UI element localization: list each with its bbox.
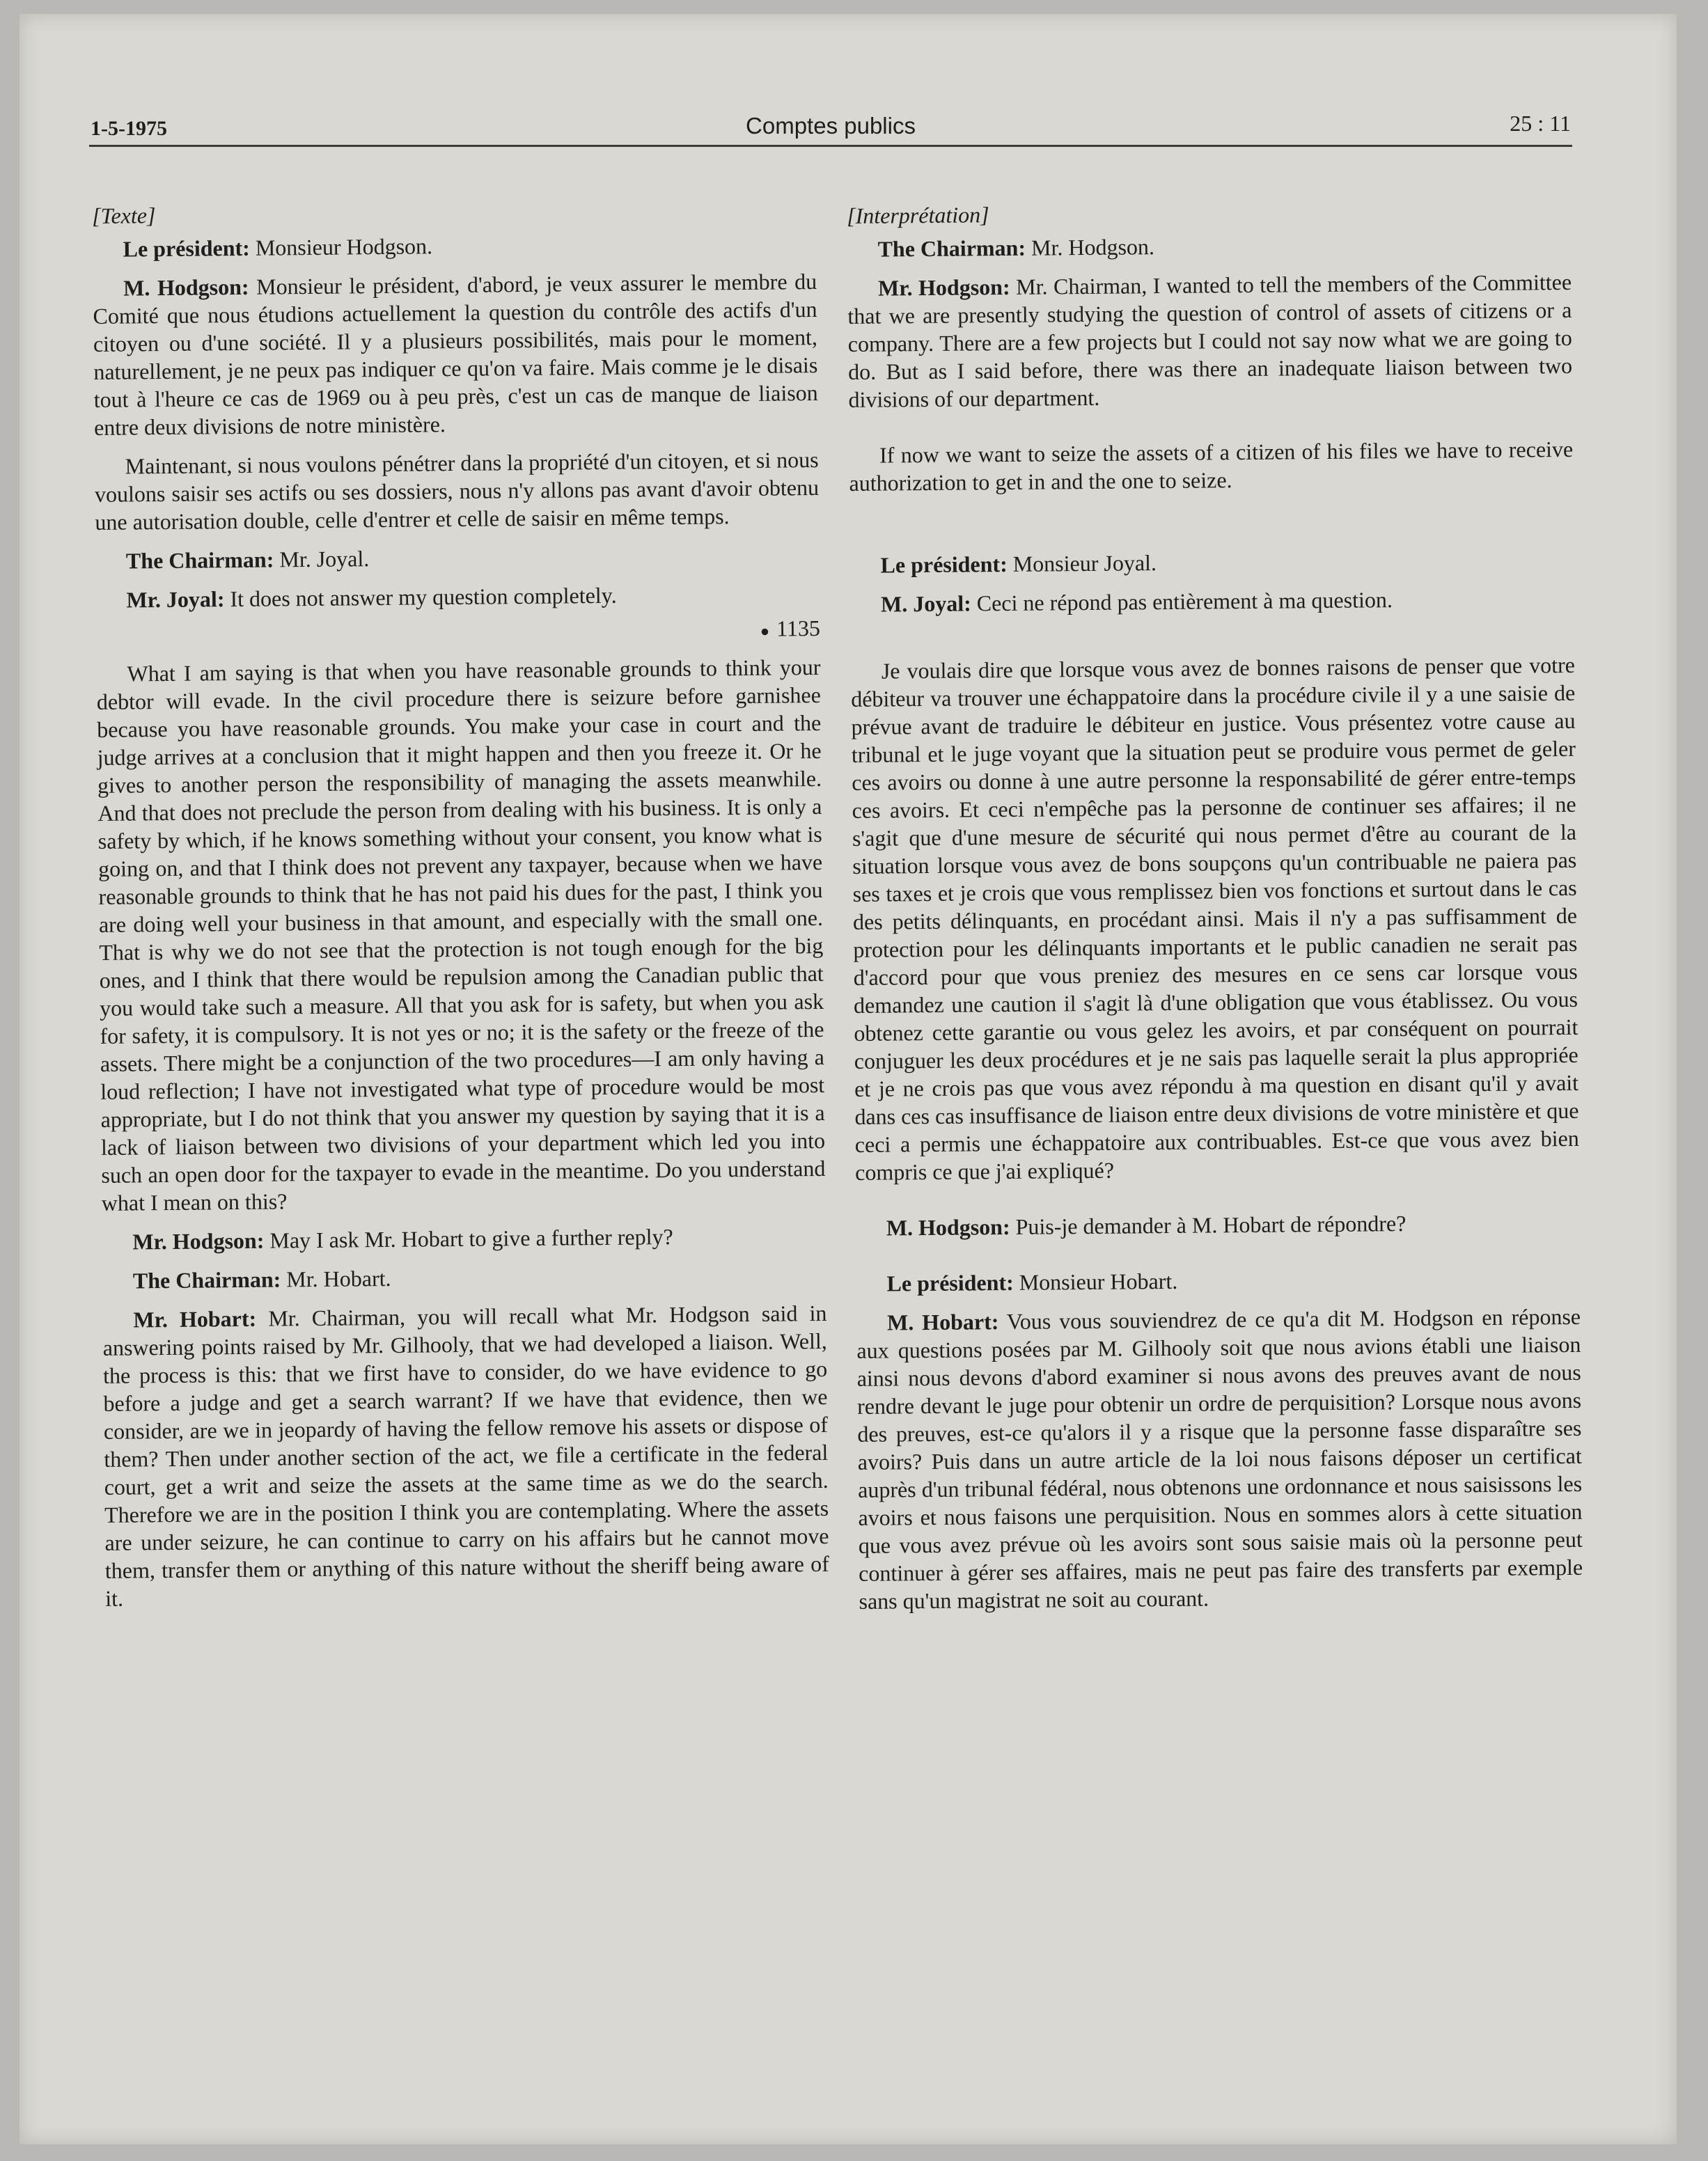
speaker-label: Mr. Hobart:: [133, 1305, 257, 1333]
para-text: Puis-je demander à M. Hobart de répondre?: [1010, 1211, 1407, 1240]
left-para-2: [93, 267, 818, 441]
para-text: Ceci ne répond pas entièrement à ma question.: [971, 587, 1393, 616]
para-text: If now we want to seize the assets of a citizen of his files we have to receive authorization to get in and the one to seize.: [849, 436, 1574, 496]
speaker-label: M. Hodgson:: [886, 1214, 1010, 1241]
para-text: Maintenant, si nous voulons pénétrer dans la propriété d'un citoyen, et si nous voulons saisir ses actifs ou ses dossiers, nous n'y allons pas avant d'avoir obtenu une autorisation double, celle d'entrer et celle de saisir en même temps.: [94, 447, 820, 535]
left-para-6: [96, 653, 826, 1217]
right-para-1: [847, 229, 1571, 263]
speaker-label: M. Joyal:: [880, 590, 971, 617]
para-text: What I am saying is that when you have reasonable grounds to think your debtor will evade. In the civil procedure there is seizure before garnishee because you have reasonable grounds. You make your case in court and the judge arrives at a conclusion that it might happen and then you freeze it. Or he gives to another person the responsibility of managing the assets meanwhile. And that does not preclude the person from dealing with his business. It is only a safety by which, if he knows something without your consent, you know what is going on, and that I think does not prevent any taxpayer, because when we have reasonable grounds to think that he has not paid his dues for the past, I think you are doing well your business in that amount, and especially with the small one. That is why we do not see that the protection is not tough enough for the big ones, and I think that there would be repulsion among the Canadian public that you would take such a measure. All that you ask for is safety, but when you ask for safety, it is compulsory. It is not yes or no; it is the safety or the freeze of the assets. There might be a conjunction of the two procedures—I am only having a loud reflection; I have not investigated what type of procedure would be most appropriate, but I do not think that you answer my question by saying that it is a lack of liaison between two divisions of your department which led you into such an open door for the taxpayer to evade in the meantime. Do you understand what I mean on this?: [96, 654, 826, 1216]
para-text: Mr. Hodgson.: [1025, 234, 1155, 260]
right-para-2: [847, 268, 1573, 414]
right-para-3: [849, 435, 1574, 497]
para-text: It does not answer my question completely.: [224, 582, 617, 612]
left-para-1: [92, 228, 816, 263]
time-marker-value: 1135: [776, 615, 821, 641]
document-page: [19, 14, 1677, 2144]
speaker-label: Mr. Joyal:: [126, 586, 225, 613]
right-para-7: [856, 1208, 1580, 1242]
para-text: Mr. Joyal.: [274, 546, 370, 572]
right-para-9: [856, 1303, 1583, 1615]
speaker-label: M. Hodgson:: [123, 274, 249, 301]
section-marker-interpretation: [Interprétation]: [847, 202, 989, 228]
page-header: [89, 96, 1572, 147]
para-text: Je voulais dire que lorsque vous avez de bonnes raisons de penser que votre débiteur va trouver une échappatoire dans la procédure civile il y a une saisie de prévue avant de traduire le débiteur en justice. Vous présentez votre cause au tribunal et le juge voyant que la situation peut se produire vous permet de geler ces avoirs ou donne à une autre personne la responsabilité de gérer entre-temps ces avoirs. Et ceci n'empêche pas la personne de continuer ses affaires; il ne s'agit que d'une mesure de sécurité qui nous permet d'être au courant de la situation lorsque vous avez de bons soupçons qu'un contribuable ne paiera pas ses taxes et je crois que vous remplissez bien vos fonctions et surtout dans le cas des petits délinquants, en procédant ainsi. Mais il n'y a pas suffisamment de protection pour les délinquants importants et le public canadien ne serait pas d'accord pour que vous preniez des mesures en ce sens car lorsque vous demandez une caution il s'agit là d'une obligation que vous établissez. Ou vous obtenez cette garantie ou vous gelez les avoirs, et par conséquent on pourrait conjuguer les deux procédures et je ne sais pas laquelle serait la plus appropriée et je ne crois pas que vous avez répondu à ma question en disant qu'il y avait dans ces cas insuffisance de liaison entre deux divisions de votre ministère et que ceci a permis une échappatoire aux contribuables. Est-ce que vous avez bien compris ce que j'ai expliqué?: [851, 652, 1579, 1185]
speaker-label: The Chairman:: [132, 1266, 281, 1294]
speaker-label: M. Hobart:: [886, 1309, 999, 1335]
para-text: Monsieur Hobart.: [1013, 1268, 1178, 1295]
para-text: Mr. Chairman, I wanted to tell the members of the Committee that we are presently studying the question of control of assets of citizens or a company. There are a few projects but I could not say now what we are going to do. But as I said before, there was there an inadequate liaison between two divisions of our department.: [847, 269, 1573, 412]
para-text: Monsieur Hodgson.: [249, 233, 433, 260]
para-text: May I ask Mr. Hobart to give a further reply?: [264, 1223, 673, 1253]
left-para-8: [102, 1260, 826, 1295]
left-para-4: [95, 540, 820, 575]
para-text: Mr. Chairman, you will recall what Mr. Hodgson said in answering points raised by Mr. Gilhooly, that we had developed a liaison. Well, the process is this: that we first have to consider, do we have evidence to go before a judge and get a search warrant? If we have that evidence, then we consider, are we in jeopardy of having the fellow remove his assets or dispose of them? Then under another section of the act, we file a certificate in the federal court, get a writ and seize the assets at the same time as we do the search. Therefore we are in the position I think you are contemplating. Where the assets are under seizure, he can continue to carry on his affairs but he cannot move them, transfer them or anything of this nature without the sheriff being aware of it.: [102, 1300, 829, 1611]
speaker-label: Mr. Hodgson:: [132, 1227, 265, 1255]
para-text: Vous vous souviendrez de ce qu'a dit M. Hodgson en réponse aux questions posées par M. Gilhooly soit que nous avions établi une liaison ainsi nous devons d'abord examiner si nous avons des preuves avant de nous rendre devant le juge pour obtenir un ordre de perquisition? Lorsque nous avons des preuves, est-ce qu'alors il y a risque que la personne fasse disparaître ses avoirs? Puis dans un autre article de la loi nous faisons déposer un certificat auprès d'un tribunal fédéral, nous obtenons une ordonnance et nous saisissons les avoirs et nous faisons une perquisition. Nous en sommes alors à cette situation que vous avez prévue où les avoirs sont sous saisie mais où la personne peut continuer à gérer ses affaires, mais ne peut pas faire des transferts par exemple sans qu'un magistrat ne soit au courant.: [856, 1303, 1583, 1614]
speaker-label: Le président:: [880, 551, 1008, 578]
header-page-number: 25 : 11: [1510, 111, 1571, 136]
header-title: Comptes publics: [746, 113, 916, 139]
right-para-6: [851, 651, 1580, 1186]
right-para-8: [856, 1264, 1580, 1298]
time-marker: [96, 614, 820, 652]
speaker-label: Le président:: [123, 235, 251, 262]
section-marker-texte: [Texte]: [92, 203, 156, 228]
speaker-label: Le président:: [886, 1269, 1014, 1296]
right-para-5: [850, 584, 1574, 618]
header-date: 1-5-1975: [91, 117, 167, 140]
bullet-icon: ●: [760, 622, 770, 640]
speaker-label: The Chairman:: [125, 547, 274, 574]
para-text: Monsieur Joyal.: [1007, 550, 1157, 577]
left-column: [92, 202, 829, 1624]
para-text: Mr. Hobart.: [281, 1265, 391, 1292]
right-column: [847, 202, 1583, 1626]
speaker-label: Mr. Hodgson:: [877, 274, 1010, 301]
right-para-4: [849, 545, 1574, 579]
left-para-7: [102, 1221, 826, 1256]
para-text: Monsieur le président, d'abord, je veux assurer le membre du Comité que nous étudions actuellement la question du contrôle des actifs d'un citoyen ou d'une société. Il y a plusieurs possibilités, mais pour le moment, naturellement, je ne peux pas indiquer ce qu'on va faire. Mais comme je le disais tout à l'heure ce cas de 1969 ou à peu près, c'est un cas de manque de liaison entre deux divisions de notre ministère.: [93, 269, 818, 440]
left-para-3: [94, 446, 819, 536]
left-para-9: [102, 1299, 829, 1612]
speaker-label: The Chairman:: [877, 235, 1026, 262]
left-para-5: [95, 579, 820, 614]
